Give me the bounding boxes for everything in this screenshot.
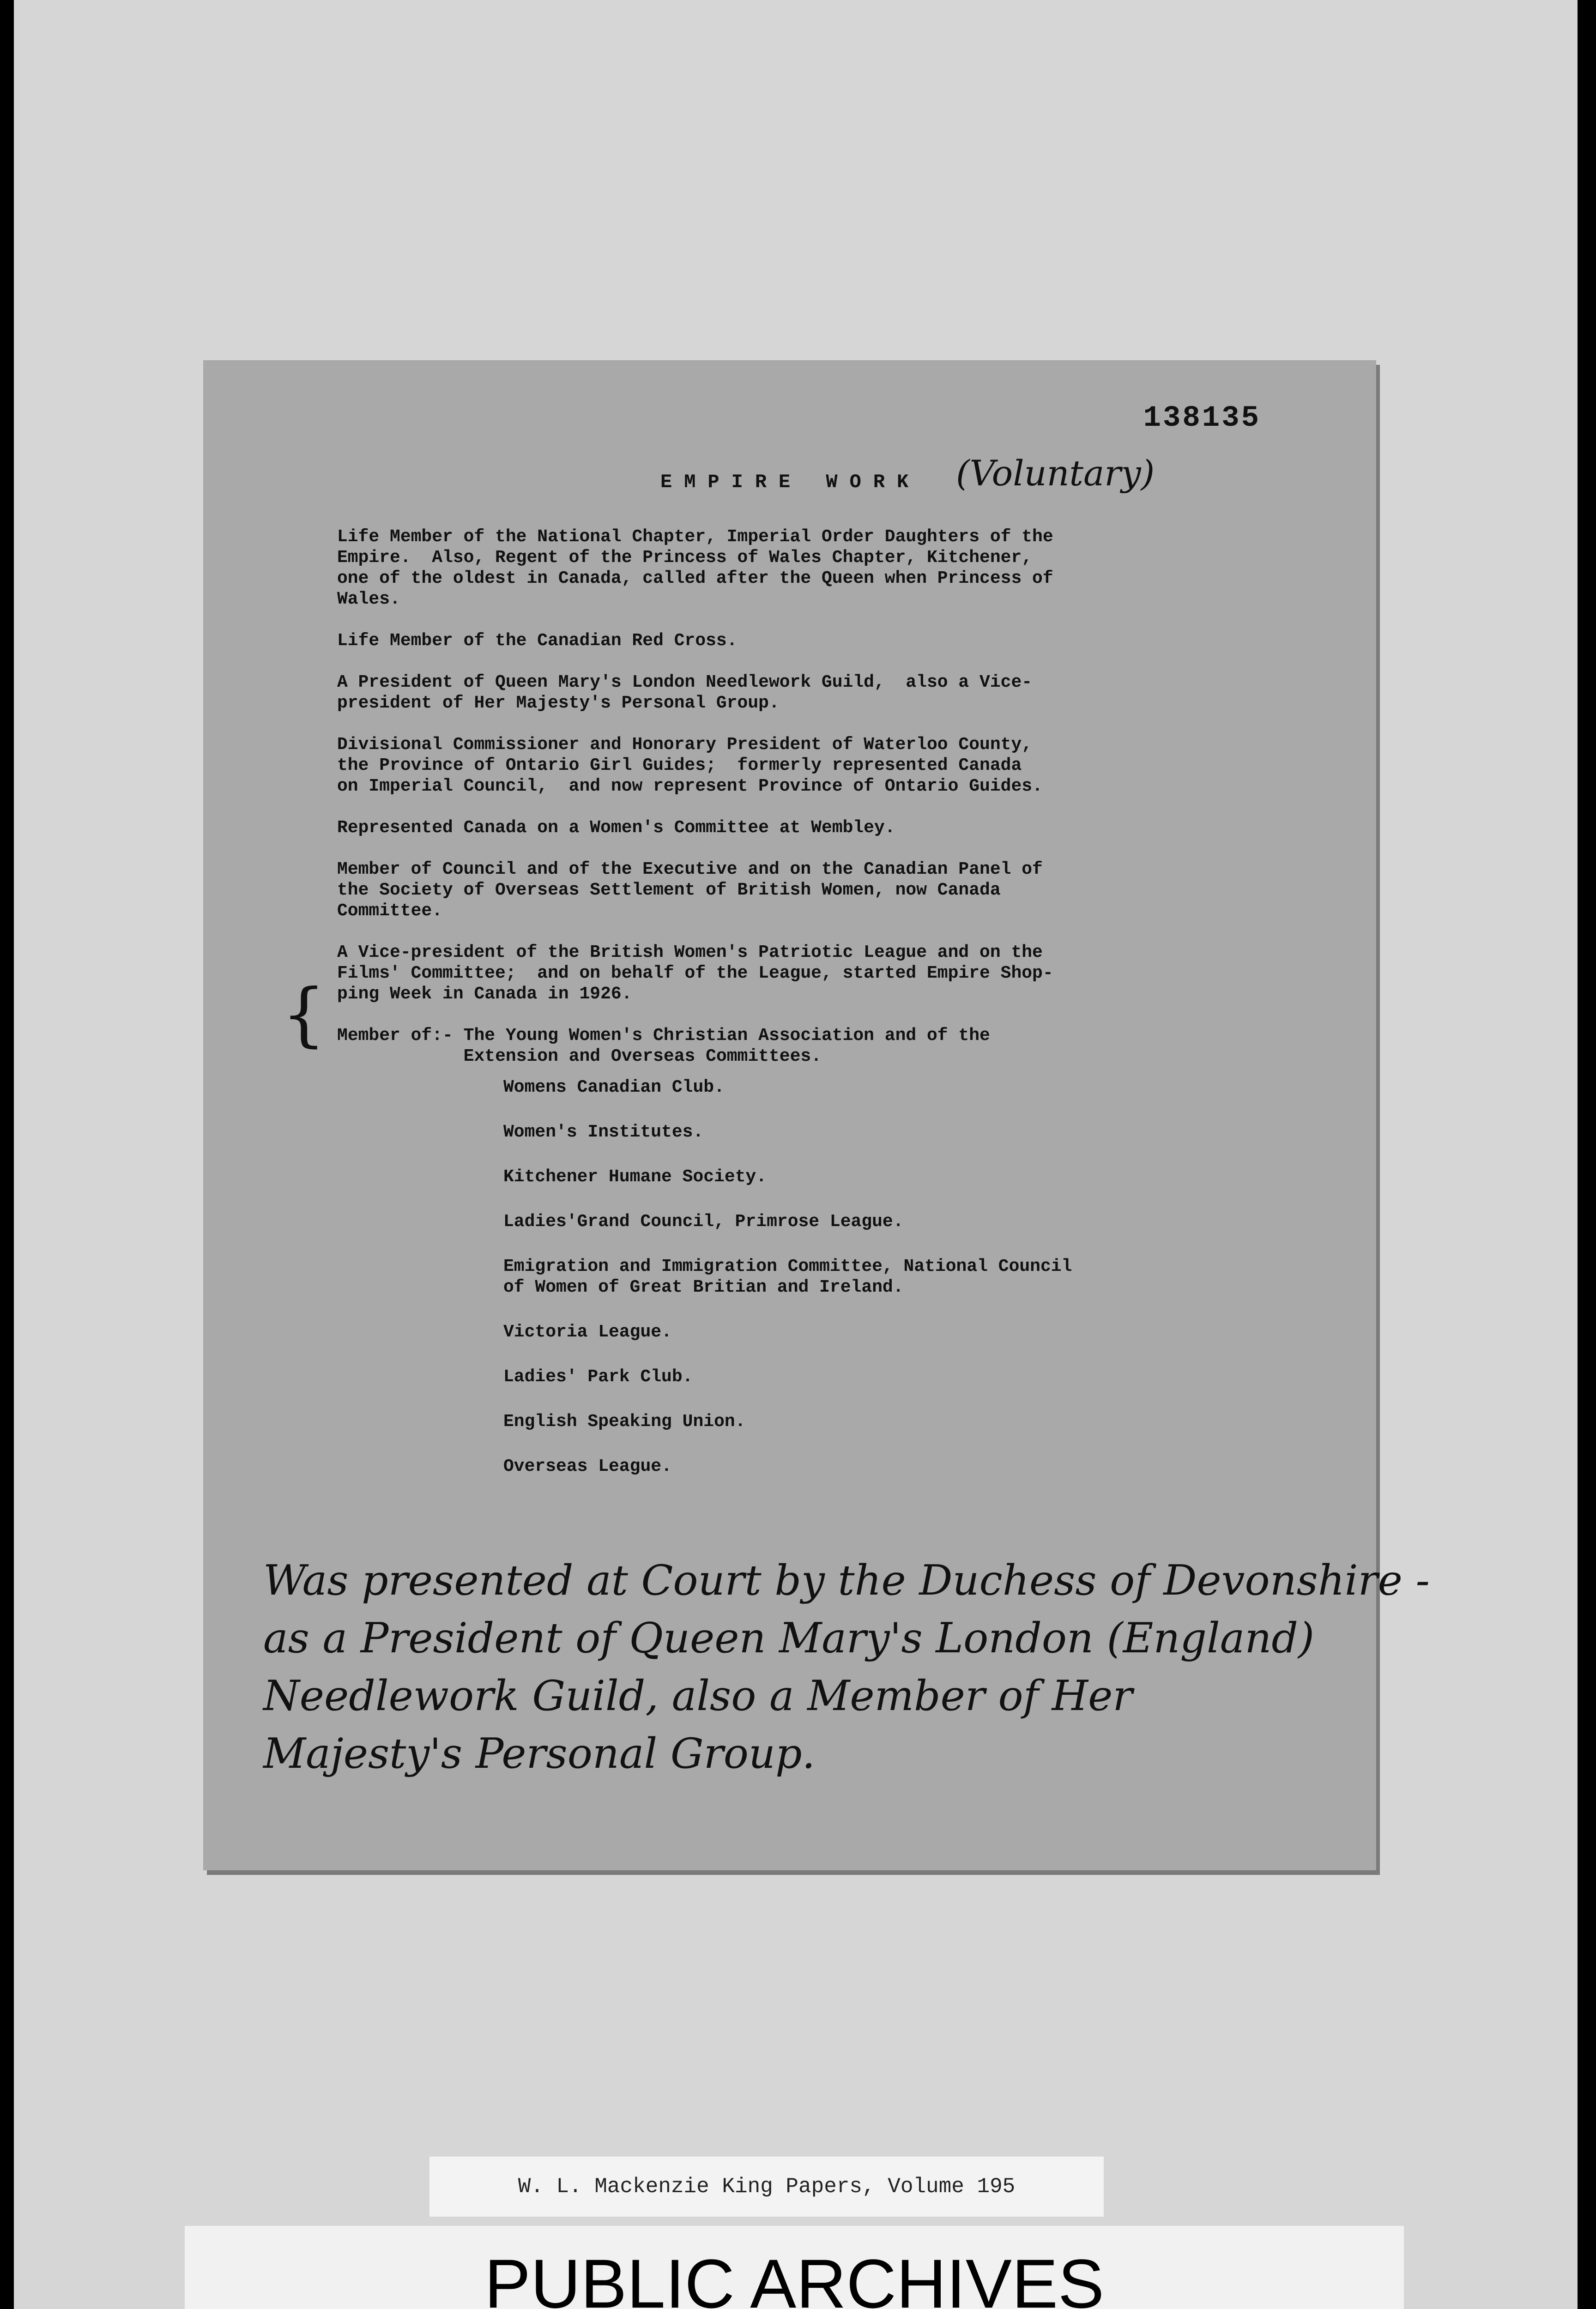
list-item: Women's Institutes. [503,1122,704,1142]
list-item: Overseas League. [503,1457,672,1476]
citation-label: W. L. Mackenzie King Papers, Volume 195 [429,2157,1104,2217]
film-border-right [1578,0,1596,2309]
paragraph: A President of Queen Mary's London Needlework Guild, also a Vice- president of Her Majesty's Personal Group. [337,672,1033,713]
paragraph: Life Member of the National Chapter, Imperial Order Daughters of the Empire. Also, Regent of the Princess of Wales Chapter, Kitchener, one of the oldest in Canada, called after the Queen when Princess of Wales. [337,527,1053,609]
handwritten-note [263,1552,1430,1783]
document-page [203,360,1430,1870]
member-of-heading: Member of:- The Young Women's Christian Association and of the Extension and Overseas Committees. [337,1026,990,1066]
document-title: EMPIRE WORK [660,471,921,493]
handwritten-line: Majesty's Personal Group. [263,1729,816,1778]
list-item: Emigration and Immigration Committee, National Council of Women of Great Britian and Ireland. [503,1257,1072,1297]
film-border-left [0,0,14,2309]
list-item: Ladies' Park Club. [503,1367,693,1387]
handwritten-line: Needlework Guild, also a Member of Her [263,1672,1133,1720]
list-item: Victoria League. [503,1322,672,1342]
title-row [203,453,1376,513]
member-of-list [337,1077,1261,1477]
paragraph: Member of Council and of the Executive and on the Canadian Panel of the Society of Overseas Settlement of British Women, now Canada Committee. [337,859,1043,921]
list-item: English Speaking Union. [503,1412,746,1432]
stamp-line: PUBLIC ARCHIVES [484,2245,1105,2309]
list-item: Womens Canadian Club. [503,1077,725,1097]
paragraph: A Vice-president of the British Women's Patriotic League and on the Films' Committee; and on behalf of the League, started Empire Shop- ping Week in Canada in 1926. [337,943,1053,1004]
title-annotation: (Voluntary) [956,453,1155,494]
handwritten-line: as a President of Queen Mary's London (England) [263,1614,1315,1662]
document-number: 138135 [1143,402,1261,435]
document-body [337,526,1261,1501]
list-item: Kitchener Humane Society. [503,1167,767,1187]
handwritten-line: Was presented at Court by the Duchess of Devonshire - [263,1556,1430,1605]
archives-stamp [185,2226,1404,2309]
paragraph: Life Member of the Canadian Red Cross. [337,631,738,651]
paragraph: Represented Canada on a Women's Committee at Wembley. [337,818,895,838]
paragraph: Divisional Commissioner and Honorary President of Waterloo County, the Province of Ontario Girl Guides; formerly represented Canada on Imperial Council, and now represent Province of Ontario Guides. [337,735,1043,796]
list-item: Ladies'Grand Council, Primrose League. [503,1212,904,1232]
margin-bracket-mark: { [282,974,326,1055]
